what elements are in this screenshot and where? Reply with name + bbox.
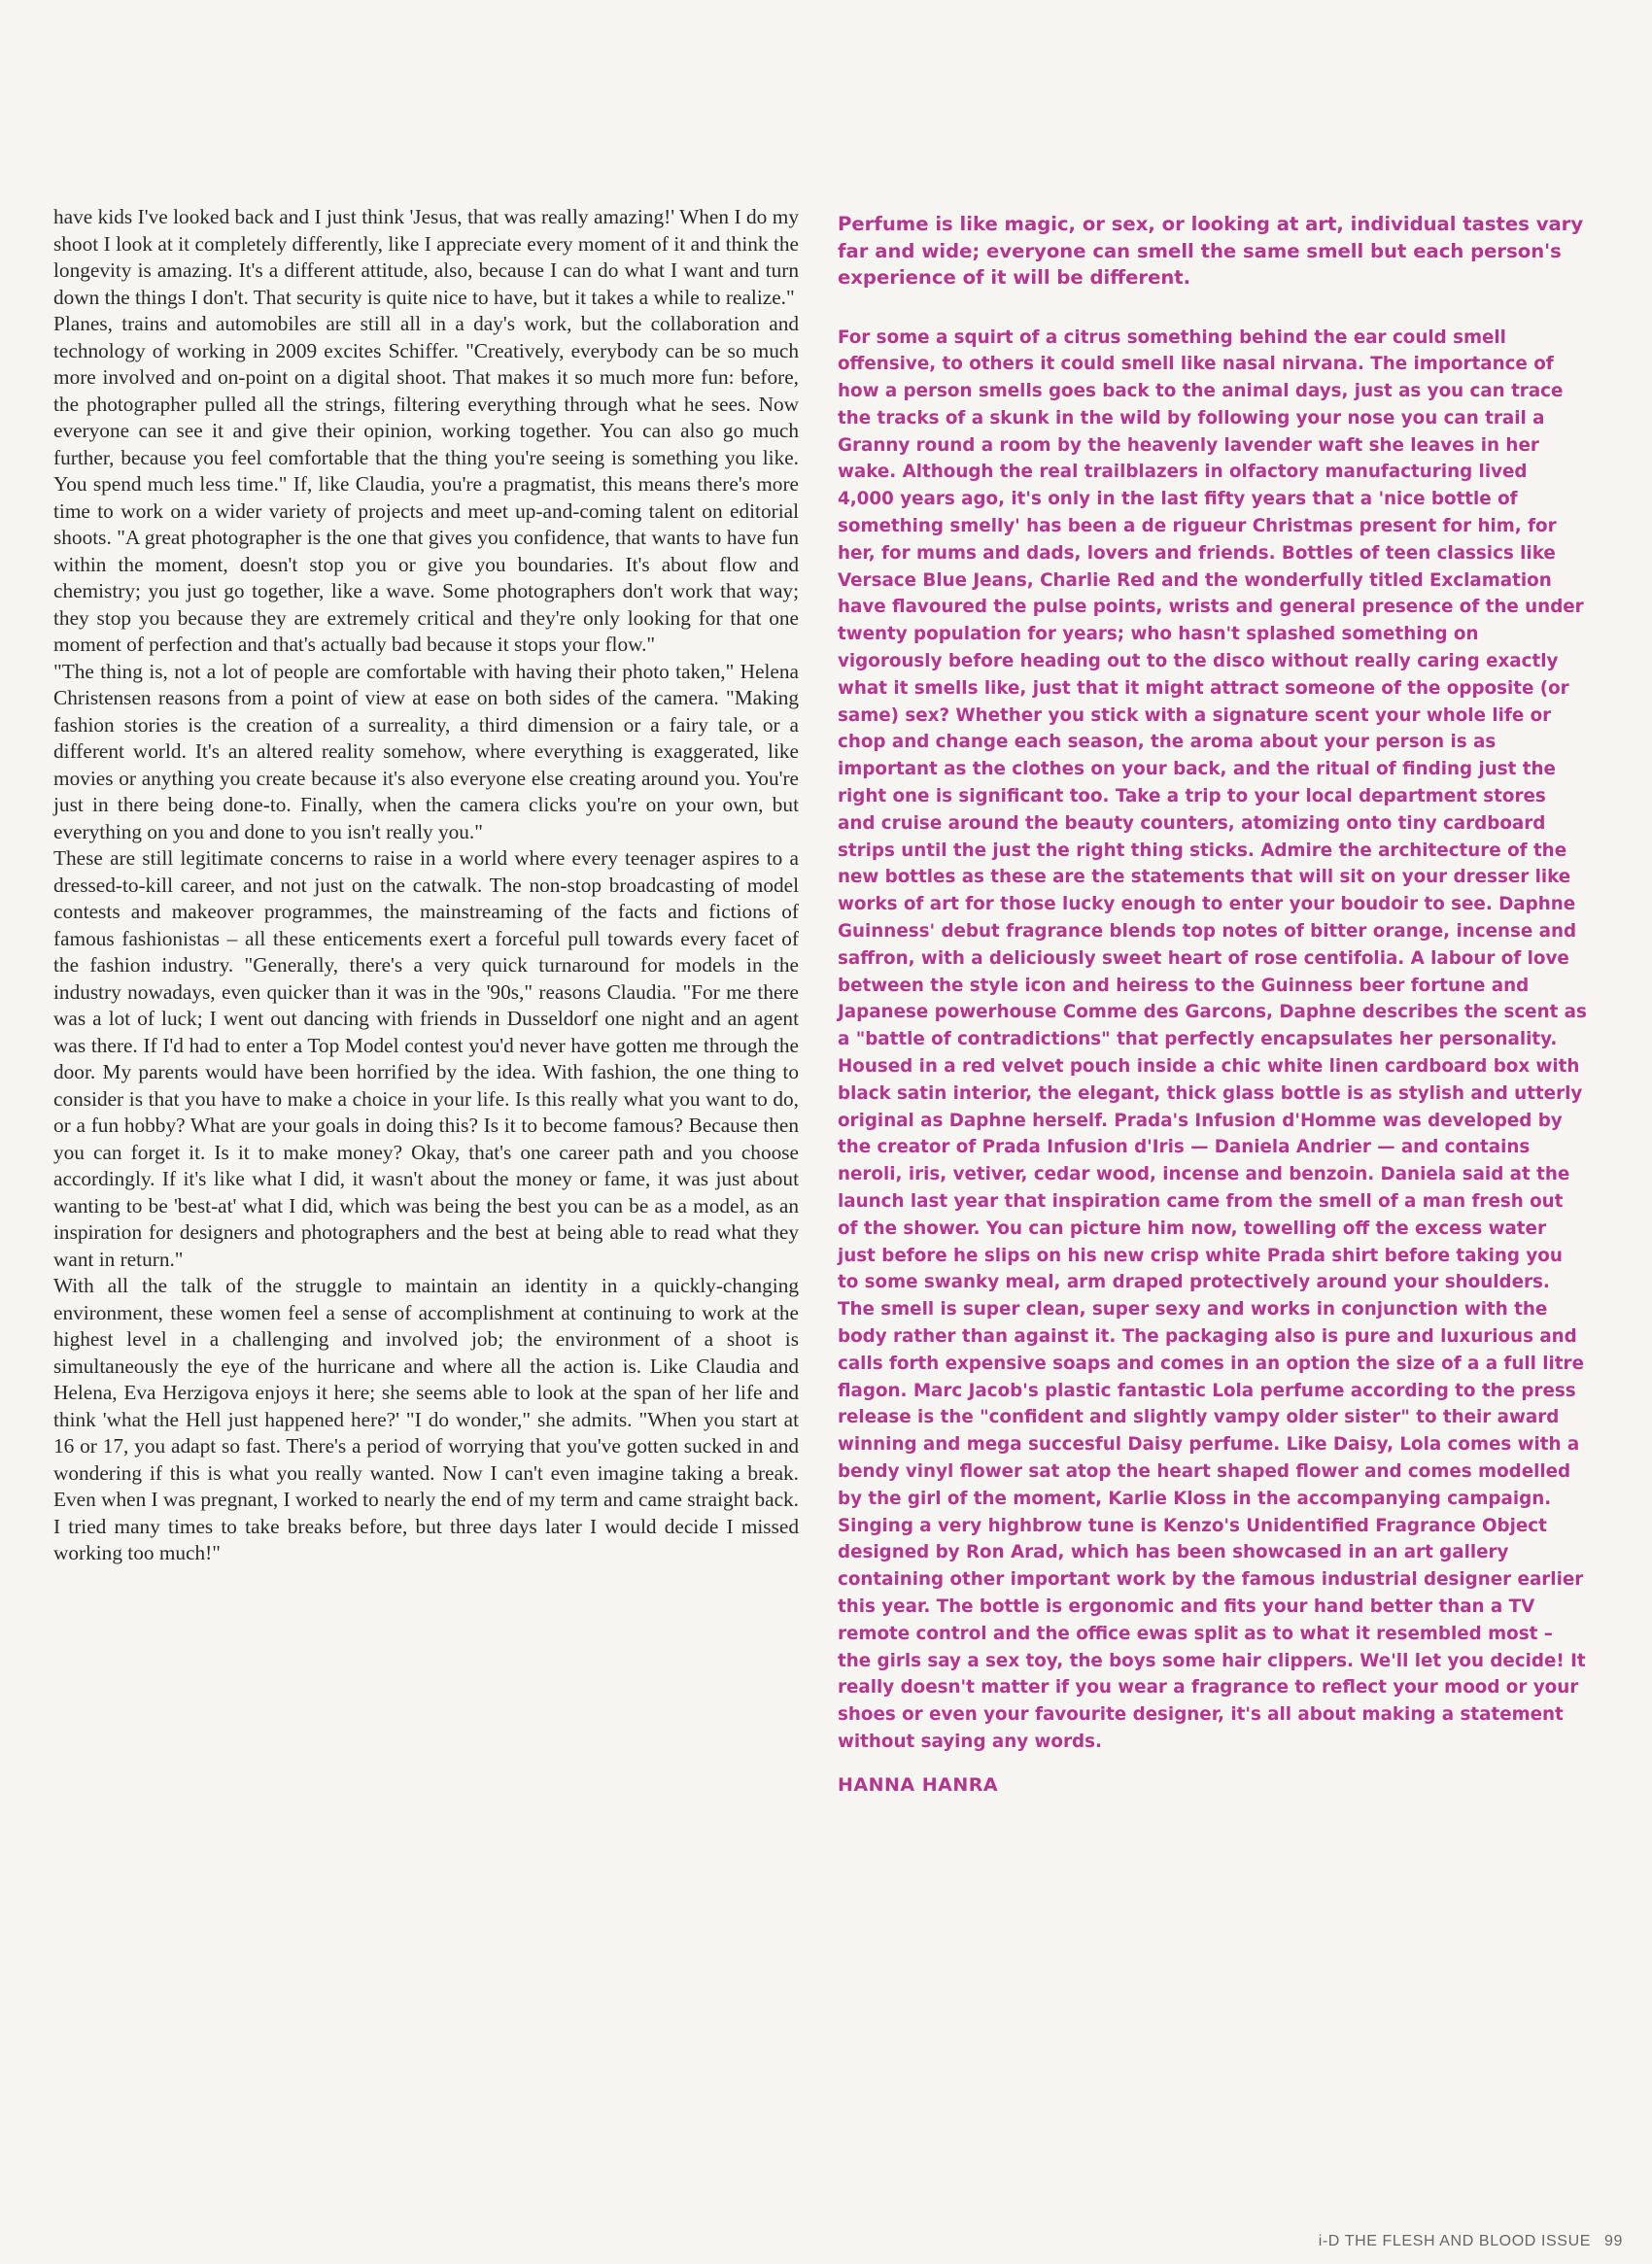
page-folio [1319,2233,1623,2250]
left-paragraph: With all the talk of the struggle to maintain an identity in a quickly-changing environment, these women feel a sense of accomplishment at continuing to work at the highest level in a challenging and involved job; the environment of a shoot is simultaneously the eye of the hurricane and where all the action is. Like Claudia and Helena, Eva Herzigova enjoys it here; she seems able to look at the span of her life and think 'what the Hell just happened here?' "I do wonder," she admits. "When you start at 16 or 17, you adapt so fast. There's a period of worrying that you've gotten sucked in and wondering if this is what you really wanted. Now I can't even imagine taking a break. Even when I was pregnant, I worked to nearly the end of my term and came straight back. I tried many times to take breaks before, but three days later I would decide I missed working too much!" [53,1274,800,1564]
article-left-column [53,204,799,1567]
left-paragraph: have kids I've looked back and I just think 'Jesus, that was really amazing!' When I do my shoot I look at it completely differently, like I appreciate every moment of it and think the longevity is amazing. It's a different attitude, also, because I can do what I want and turn down the things I don't. That security is quite nice to have, but it takes a while to realize." [53,205,799,309]
perfume-sidebar-column [838,211,1588,1799]
left-paragraph: "The thing is, not a lot of people are comfortable with having their photo taken," Helena Christensen reasons from a point of view at ease on both sides of the camera. "Making fashion stories is the creation of a surreality, a third dimension or a fairy tale, or a different world. It's an altered reality somehow, where everything is exaggerated, like movies or anything you create because it's also everyone else creating around you. You're just in there being done-to. Finally, when the camera clicks you're on your own, but everything on you and done to you isn't really you." [53,659,799,843]
issue-label: i-D THE FLESH AND BLOOD ISSUE [1318,2233,1591,2249]
author-byline: HANNA HANRA [838,1773,999,1796]
left-paragraph: Planes, trains and automobiles are still all in a day's work, but the collaboration and technology of working in 2009 excites Schiffer. "Creatively, everybody can be so much more involved and on-point on a digital shoot. That makes it so much more fun: before, the photographer pulled all the strings, filtering everything through what he sees. Now everyone can see it and give their opinion, working together. You can also go much further, because you feel comfortable that the thing you're seeing is something you like. You spend much less time." If, like Claudia, you're a pragmatist, this means there's more time to work on a wider variety of projects and meet up-and-coming talent on editorial shoots. "A great photographer is the one that gives you confidence, that wants to have fun within the moment, doesn't stop you or give you boundaries. It's about flow and chemistry; you just go together, like a wave. Some photographers don't work that way; they stop you because they are extremely critical and they're only looking for that one moment of perfection and that's actually bad because it stops your flow." [53,312,799,656]
perfume-standfirst: Perfume is like magic, or sex, or looking at art, individual tastes vary far and wide; everyone can smell the same smell but each person's experience of it will be different. [838,213,1584,289]
page-number: 99 [1604,2233,1623,2249]
left-paragraph: These are still legitimate concerns to raise in a world where every teenager aspires to a dressed-to-kill career, and not just on the catwalk. The non-stop broadcasting of model contests and makeover programmes, the mainstreaming of the facts and fictions of famous fashionistas – all these enticements exert a forceful pull towards every facet of the fashion industry. "Generally, there's a very quick turnaround for models in the industry nowadays, even quicker than it was in the '90s," reasons Claudia. "For me there was a lot of luck; I went out dancing with friends in Dusseldorf one night and an agent was there. If I'd had to enter a Top Model contest you'd never have gotten me through the door. My parents would have been horrified by the idea. With fashion, the one thing to consider is that you have to make a choice in your life. Is this really what you want to do, or a fun hobby? What are your goals in doing this? Is it to become famous? Because then you can forget it. Is it to make money? Okay, that's one career path and you choose accordingly. If it's like what I did, it wasn't about the money or fame, it was just about wanting to be 'best-at' what I did, which was being the best you can be as a model, as an inspiration for designers and photographers and the best at being able to read what they want in return." [53,846,799,1271]
perfume-body-text: For some a squirt of a citrus something behind the ear could smell offensive, to others it could smell like nasal nirvana. The importance of how a person smells goes back to the animal days, just as you can trace the tracks of a skunk in the wild by following your nose you can trail a Granny round a room by the heavenly lavender waft she leaves in her wake. Although the real trailblazers in olfactory manufacturing lived 4,000 years ago, it's only in the last fifty years that a 'nice bottle of something smelly' has been a de rigueur Christmas present for him, for her, for mums and dads, lovers and friends. Bottles of teen classics like Versace Blue Jeans, Charlie Red and the wonderfully titled Exclamation have flavoured the pulse points, wrists and general presence of the under twenty population for years; who hasn't splashed something on vigorously before heading out to the disco without really caring exactly what it smells like, just that it might attract someone of the opposite (or same) sex? Whether you stick with a signature scent your whole life or chop and change each season, the aroma about your person is as important as the clothes on your back, and the ritual of finding just the right one is significant too. Take a trip to your local department stores and cruise around the beauty counters, atomizing onto tiny cardboard strips until the just the right thing sticks. Admire the architecture of the new bottles as these are the statements that will sit on your dresser like works of art for those lucky enough to enter your boudoir to see. Daphne Guinness' debut fragrance blends top notes of bitter orange, incense and saffron, with a deliciously sweet heart of rose centifolia. A labour of love between the style icon and heiress to the Guinness beer fortune and Japanese powerhouse Comme des Garcons, Daphne describes the scent as a "battle of contradictions" that perfectly encapsulates her personality. Housed in a red velvet pouch inside a chic white linen cardboard box with black satin interior, the elegant, thick glass bottle is as stylish and utterly original as Daphne herself. Prada's Infusion d'Homme was developed by the creator of Prada Infusion d'Iris — Daniela Andrier — and contains neroli, iris, vetiver, cedar wood, incense and benzoin. Daniela said at the launch last year that inspiration came from the smell of a man fresh out of the shower. You can picture him now, towelling off the excess water just before he slips on his new crisp white Prada shirt before taking you to some swanky meal, arm draped protectively around your shoulders. The smell is super clean, super sexy and works in conjunction with the body rather than against it. The packaging also is pure and luxurious and calls forth expensive soaps and comes in an option the size of a a full litre flagon. Marc Jacob's plastic fantastic Lola perfume according to the press release is the "confident and slightly vampy older sister" to their award winning and mega succesful Daisy perfume. Like Daisy, Lola comes with a bendy vinyl flower sat atop the heart shaped flower and comes modelled by the girl of the moment, Karlie Kloss in the accompanying campaign. Singing a very highbrow tune is Kenzo's Unidentified Fragrance Object designed by Ron Arad, which has been showcased in an art gallery containing other important work by the famous industrial designer earlier this year. The bottle is ergonomic and fits your hand better than a TV remote control and the office ewas split as to what it resembled most – the girls say a sex toy, the boys some hair clippers. We'll let you decide! It really doesn't matter if you wear a fragrance to reflect your mood or your shoes or even your favourite designer, it's all about making a statement without saying any words. [838,326,1587,1752]
